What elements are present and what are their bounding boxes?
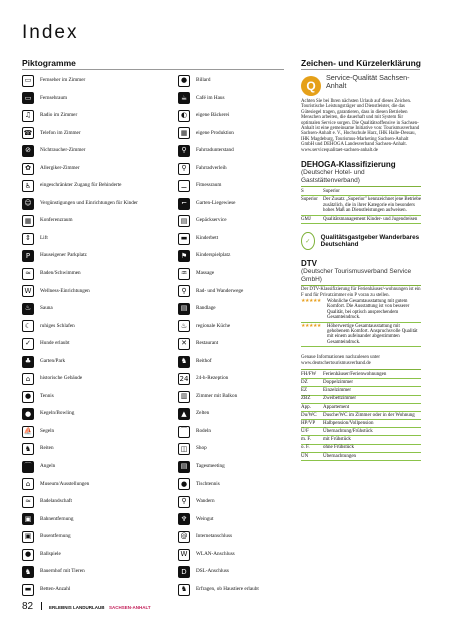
pictogram-item — [178, 581, 288, 599]
pictogram-item — [178, 125, 288, 143]
dehoga-value: Qualitätsmanagement Kinder- und Jugendreisen — [323, 216, 418, 222]
pictogram-item — [22, 440, 152, 458]
pictogram-label: Angeln — [40, 463, 56, 469]
horse-icon: ♞ — [178, 356, 190, 368]
sailing-icon: ⛵ — [22, 426, 34, 438]
abbreviation-value: Doppelzimmer — [323, 379, 353, 385]
pictogram-label: Museum/Ausstellungen — [40, 480, 90, 487]
pictogram-item — [22, 160, 152, 178]
pictogram-label: Kegeln/Bowling — [40, 410, 75, 417]
dtv-subheading: (Deutscher Tourismusverband Service GmbH) — [301, 268, 412, 284]
pictogram-item — [178, 72, 288, 90]
quiet-icon: ☾ — [22, 320, 34, 332]
pictogram-item — [178, 335, 288, 353]
abbreviation-key: FH/FW — [301, 371, 317, 377]
abbreviation-row — [301, 412, 421, 420]
abbreviation-key: Du/WC — [301, 412, 317, 418]
pictogram-item — [178, 142, 288, 160]
pictogram-item — [22, 423, 152, 441]
pictogram-label: Badelandschaft — [40, 498, 72, 505]
abbreviation-row — [301, 396, 421, 404]
abbreviation-value: Appartement — [323, 404, 350, 410]
beds-icon: ▬ — [22, 584, 34, 596]
pictogram-item — [178, 318, 288, 336]
pictogram-label: Reithof — [196, 357, 212, 364]
tennis-icon: ● — [22, 391, 34, 403]
abbreviation-value: Zweibettzimmer — [323, 396, 357, 402]
pictogram-item — [178, 177, 288, 195]
regional-kitchen-icon: ♨ — [178, 320, 190, 332]
pictogram-item — [178, 247, 288, 265]
abbreviation-key: Ü/F — [301, 429, 309, 435]
bike-rental-icon: ⚲ — [178, 145, 190, 157]
dtv-intro: Der DTV-Klassifizierung für Ferienhäuser/-wohnungen ist ein F und für Privatzimmer ein P voran zu stellen. — [301, 287, 421, 298]
pictogram-label: Betten-Anzahl — [40, 585, 71, 592]
pictogram-label: Restaurant — [196, 340, 219, 347]
pictogram-label: ruhiges Schlafen — [40, 322, 75, 329]
pictogram-item — [178, 107, 288, 125]
pictogram-label: WLAN-Anschluss — [196, 550, 235, 557]
pictogram-label: Tagesmeeting — [196, 463, 225, 469]
pictograms-rule — [22, 69, 284, 70]
bike-hire-icon: ⚲ — [178, 163, 190, 175]
pictogram-item — [178, 300, 288, 318]
pictogram-item — [178, 528, 288, 546]
quality-logo: Q — [301, 76, 321, 96]
farm-animals-icon: ♞ — [22, 566, 34, 578]
pictogram-label: Allergiker-Zimmer — [40, 164, 80, 171]
bathing-icon: ≈ — [22, 496, 34, 508]
pictogram-label: Hunde erlaubt — [40, 340, 70, 347]
abbreviation-row — [301, 445, 421, 453]
pictogram-label: Ballspiele — [40, 550, 61, 557]
walking-icon: ⚲ — [178, 496, 190, 508]
pictogram-item — [22, 212, 152, 230]
abbreviation-row — [301, 387, 421, 395]
pictogram-label: DSL-Anschluss — [196, 568, 229, 575]
abbreviation-row — [301, 453, 421, 461]
dehoga-value: Superior — [323, 189, 340, 195]
tv-icon: ▭ — [22, 75, 34, 87]
pictogram-label: Fitnessraum — [196, 182, 222, 189]
deck-chair-icon: ⌐ — [178, 198, 190, 210]
day-meeting-icon: ▤ — [178, 461, 190, 473]
dtv-row — [301, 298, 421, 323]
ball-games-icon: ● — [22, 549, 34, 561]
pictogram-item — [22, 283, 152, 301]
riding-icon: ♞ — [22, 443, 34, 455]
parking-icon: P — [22, 250, 34, 262]
playground-icon: ⚑ — [178, 250, 190, 262]
pictogram-label: historische Gebäude — [40, 375, 83, 382]
phone-icon: ☎ — [22, 127, 34, 139]
swimming-icon: ≈ — [22, 268, 34, 280]
child-bed-icon: ▬ — [178, 233, 190, 245]
pictogram-item — [178, 563, 288, 581]
legend-column — [301, 74, 421, 461]
pictogram-label: Garten/Park — [40, 357, 66, 364]
dehoga-line — [301, 186, 421, 187]
pictogram-label: Konferenzraum — [40, 217, 73, 224]
adfc-title: Qualitätsgastgeber Wanderbares Deutschland — [320, 233, 420, 249]
wellness-icon: W — [22, 285, 34, 297]
dehoga-row — [301, 216, 421, 224]
pictogram-item — [22, 563, 152, 581]
pictogram-label: Zelten — [196, 410, 210, 417]
pictogram-label: Bahnentfernung — [40, 515, 74, 522]
abbreviation-value: Dusche/WC im Zimmer oder in der Wohnung — [323, 412, 415, 418]
pictogram-label: Lift — [40, 234, 48, 241]
dtv-row — [301, 323, 421, 348]
pictogram-item — [22, 247, 152, 265]
pictogram-label: Rodeln — [196, 427, 211, 434]
pictogram-label: Weingut — [196, 515, 214, 522]
pictogram-item — [22, 388, 152, 406]
pictogram-column-right — [178, 72, 288, 598]
reception-icon: 24 — [178, 373, 190, 385]
abbreviation-key: EZ — [301, 388, 308, 394]
pictogram-label: Kinderbett — [196, 234, 219, 241]
pictogram-label: Tennis — [40, 392, 54, 399]
conference-icon: ▦ — [22, 215, 34, 227]
pictogram-item — [178, 476, 288, 494]
tv-room-icon: ▭ — [22, 92, 34, 104]
luggage-icon: ▤ — [178, 215, 190, 227]
pictogram-label: Radio im Zimmer — [40, 112, 78, 119]
abbreviation-key: App. — [301, 404, 311, 410]
pictogram-label: Garten-Liegewiese — [196, 199, 236, 206]
star-rating-icon: ★★★★★ — [301, 322, 321, 329]
pictogram-item — [22, 142, 152, 160]
pictogram-label: Busentfernung — [40, 533, 71, 540]
table-tennis-icon: ● — [178, 478, 190, 490]
sauna-icon: ♨ — [22, 303, 34, 315]
quality-text: Achten Sie bei Ihren nächsten Urlaub auf dieses Zeichen. Touristische Leistungsträger und Dienstleister, die das Gütesiegel tragen, garantieren, dass in diesen Betrieben Menschen arbeiten, die dauerhaft und mit System für optimalen Service sorgen. Die Qualitätsoffensive in Sachsen-Anhalt ist eine gemeinsame Initiative von: Tourismusverband Sachsen-Anhalt e. V., Hochschule Harz, IHK Halle-Dessau, IHK Magdeburg, Tourismus-Marketing Sachsen-Anhalt GmbH und DEHOGA Landesverband Sachsen-Anhalt. www.servicequalitaet-sachsen-anhalt.de — [301, 99, 420, 153]
sledding-icon: ⌒ — [178, 426, 190, 438]
pictogram-item — [22, 177, 152, 195]
dehoga-key: GMJ — [301, 216, 311, 222]
abbreviation-key: HP/VP — [301, 420, 316, 426]
wlan-icon: W — [178, 549, 190, 561]
pictogram-item — [178, 230, 288, 248]
abbreviation-row — [301, 436, 421, 444]
pictograms-heading: Piktogramme — [22, 58, 76, 68]
pictogram-item — [178, 195, 288, 213]
pictogram-item — [178, 458, 288, 476]
shopping-icon: ◫ — [178, 443, 190, 455]
pictogram-label: Billard — [196, 76, 211, 83]
pictogram-label: Tischtennis — [196, 480, 220, 487]
adfc-block — [301, 232, 421, 250]
pictogram-item — [22, 125, 152, 143]
pictogram-label: Nichtraucher-Zimmer — [40, 147, 86, 154]
pictogram-item — [178, 511, 288, 529]
pets-icon: ♞ — [178, 584, 190, 596]
pictogram-label: Randlage — [196, 305, 216, 312]
pictogram-item — [22, 265, 152, 283]
abbreviation-value: Übernachtungen — [323, 453, 357, 459]
pictogram-item — [178, 423, 288, 441]
hiking-icon: ⚲ — [178, 285, 190, 297]
dehoga-row — [301, 196, 421, 215]
billiard-icon: ● — [178, 75, 190, 87]
pictogram-label: Bauernhof mit Tieren — [40, 568, 85, 575]
dtv-text: Wohnliche Gesamtausstattung mit gutem Komfort. Die Ausstattung ist von besserer Qualität, bei optisch ansprechendem Gesamteindruck. — [327, 298, 410, 321]
abbreviation-value: mit Frühstück — [323, 437, 351, 443]
pictogram-column-left — [22, 72, 152, 598]
legend-rule — [301, 69, 420, 70]
pictogram-item — [22, 405, 152, 423]
wine-icon: ♆ — [178, 513, 190, 525]
footer-brand-accent: SACHSEN-ANHALT — [108, 605, 151, 610]
abbreviation-key: ZBZ — [301, 396, 311, 402]
pictogram-label: 24-h-Rezeption — [196, 375, 229, 382]
pictogram-item — [178, 546, 288, 564]
historic-building-icon: ⌂ — [22, 373, 34, 385]
abbreviation-row — [301, 379, 421, 387]
museum-icon: ⌂ — [22, 478, 34, 490]
pictogram-label: regionale Küche — [196, 322, 231, 329]
abbreviation-key: ÜN — [301, 453, 309, 459]
pictogram-item — [22, 458, 152, 476]
shop-icon: ▤ — [178, 303, 190, 315]
fishing-icon: ⌒ — [22, 461, 34, 473]
pictogram-label: eigene Bäckerei — [196, 112, 230, 119]
pictogram-label: Wellness-Einrichtungen — [40, 287, 90, 294]
balcony-icon: ▥ — [178, 391, 190, 403]
pictogram-label: Zimmer mit Balkon — [196, 392, 238, 399]
pictogram-item — [178, 90, 288, 108]
pictogram-label: Reiten — [40, 445, 54, 452]
pictogram-item — [178, 283, 288, 301]
dtv-heading: DTV — [301, 259, 317, 269]
pictogram-label: eigene Produktion — [196, 129, 234, 136]
dehoga-key: Superior — [301, 197, 318, 203]
dehoga-subheading: (Deutscher Hotel- und Gaststättenverband) — [301, 169, 365, 185]
dehoga-row — [301, 188, 421, 196]
bus-icon: ▣ — [22, 531, 34, 543]
pictogram-label: Kinderspielplatz — [196, 252, 231, 259]
pictogram-label: Internetanschluss — [196, 533, 233, 540]
abbreviation-row — [301, 404, 421, 412]
bakery-icon: ◐ — [178, 110, 190, 122]
pictogram-item — [178, 493, 288, 511]
fitness-icon: ⚊ — [178, 180, 190, 192]
dtv-text: Höherwertige Gesamtausstattung mit gehobenem Komfort. Anspruchsvolle Qualität mit einem aufeinander abgestimmten Gesamteindruck. — [327, 323, 418, 345]
pictogram-item — [22, 493, 152, 511]
pictogram-item — [22, 72, 152, 90]
dogs-icon: ✓ — [22, 338, 34, 350]
abbreviation-value: Einzelzimmer — [323, 388, 352, 394]
quality-title: Service-Qualität Sachsen-Anhalt — [326, 73, 410, 90]
abbreviation-key: m. F. — [301, 437, 312, 443]
abbreviation-key: DZ — [301, 379, 308, 385]
no-smoking-icon: ⊘ — [22, 145, 34, 157]
pictogram-label: Telefon im Zimmer — [40, 129, 81, 136]
abbr-line — [301, 369, 421, 370]
pictogram-item — [22, 476, 152, 494]
allergy-icon: ✿ — [22, 163, 34, 175]
cafe-icon: ☕ — [178, 92, 190, 104]
abbreviation-value: Ferienhäuser/Ferienwohnungen — [323, 371, 387, 377]
pictogram-item — [178, 160, 288, 178]
child-facilities-icon: ☺ — [22, 198, 34, 210]
footer-divider — [41, 602, 42, 610]
pictogram-item — [22, 528, 152, 546]
internet-icon: @ — [178, 531, 190, 543]
pictogram-item — [22, 107, 152, 125]
dtv-table — [301, 298, 421, 347]
dehoga-heading: DEHOGA-Klassifizierung — [301, 160, 396, 170]
camping-icon: ▲ — [178, 408, 190, 420]
pictogram-label: Erfragen, ob Haustiere erlaubt — [196, 585, 259, 592]
pictogram-item — [178, 370, 288, 388]
pictogram-label: Sauna — [40, 305, 53, 312]
legend-heading: Zeichen- und Kürzelerklärung — [301, 58, 421, 68]
bowling-icon: ● — [22, 408, 34, 420]
page-footer — [22, 596, 151, 614]
pictogram-item — [178, 440, 288, 458]
pictogram-label: Rad- und Wanderwege — [196, 287, 244, 294]
pictogram-item — [178, 265, 288, 283]
pictogram-item — [22, 230, 152, 248]
abbreviation-value: Übernachtung/Frühstück — [323, 429, 373, 435]
quality-block — [301, 74, 421, 96]
pictogram-label: Hauseigener Parkplatz — [40, 252, 87, 259]
dehoga-key: S — [301, 189, 304, 195]
pictogram-label: Café im Haus — [196, 94, 225, 101]
abbreviation-value: Halbpension/Vollpension — [323, 420, 374, 426]
abbreviation-row — [301, 371, 421, 379]
pictogram-label: Segeln — [40, 427, 55, 434]
pictogram-label: eingeschränkter Zugang für Behinderte — [40, 182, 122, 189]
own-production-icon: ▦ — [178, 127, 190, 139]
pictogram-label: Fahrradunterstand — [196, 147, 234, 154]
abbreviation-row — [301, 420, 421, 428]
pictogram-label: Vergünstigungen und Einrichtungen für Kinder — [40, 199, 138, 206]
pictogram-label: Wandern — [196, 498, 215, 505]
pictogram-label: Fernseher im Zimmer — [40, 76, 86, 83]
abbreviation-value: ohne Frühstück — [323, 445, 354, 451]
pictogram-item — [22, 353, 152, 371]
page-title: Index — [22, 22, 79, 43]
dtv-more: Genaue Informationen nachzulesen unter www.deutschertourismusverband.de — [301, 355, 380, 366]
pictogram-item — [178, 405, 288, 423]
pictogram-label: Shop — [196, 445, 207, 452]
pictogram-label: Massage — [196, 269, 215, 276]
pictogram-label: Fernsehraum — [40, 94, 68, 101]
dsl-icon: D — [178, 566, 190, 578]
pictogram-item — [178, 212, 288, 230]
restaurant-icon: ✕ — [178, 338, 190, 350]
pictogram-item — [178, 353, 288, 371]
elevator-icon: ⇕ — [22, 233, 34, 245]
pictogram-item — [22, 546, 152, 564]
pictogram-item — [22, 318, 152, 336]
garden-icon: ♣ — [22, 356, 34, 368]
pictogram-item — [22, 90, 152, 108]
page-number: 82 — [22, 601, 34, 612]
pictogram-label: Baden/Schwimmen — [40, 269, 81, 276]
dtv-line — [301, 285, 421, 286]
pictogram-item — [22, 300, 152, 318]
star-rating-icon: ★★★★★ — [301, 297, 321, 304]
pictogram-label: Gepäckservice — [196, 217, 227, 224]
massage-icon: ♒ — [178, 268, 190, 280]
pictogram-item — [22, 511, 152, 529]
abbreviation-row — [301, 428, 421, 436]
footer-brand: ERLEBNIS LANDURLAUB — [49, 605, 105, 610]
dehoga-table — [301, 188, 421, 224]
pictogram-label: Fahrradverleih — [196, 164, 227, 171]
wheelchair-limited-icon: ♿ — [22, 180, 34, 192]
train-icon: ▣ — [22, 513, 34, 525]
pictogram-item — [22, 370, 152, 388]
pictogram-item — [22, 335, 152, 353]
dehoga-value: Der Zusatz „Superior" kennzeichnet jene Betriebe zusätzlich, die in ihrer Kategorie ein besonders hohes Maß an Dienstleistungen aufweisen. — [323, 197, 421, 214]
pictogram-item — [178, 388, 288, 406]
radio-icon: ♫ — [22, 110, 34, 122]
hiking-quality-icon: ✓ — [301, 232, 315, 250]
abbreviation-table — [301, 371, 421, 461]
pictogram-item — [22, 195, 152, 213]
abbreviation-key: o. F. — [301, 445, 310, 451]
